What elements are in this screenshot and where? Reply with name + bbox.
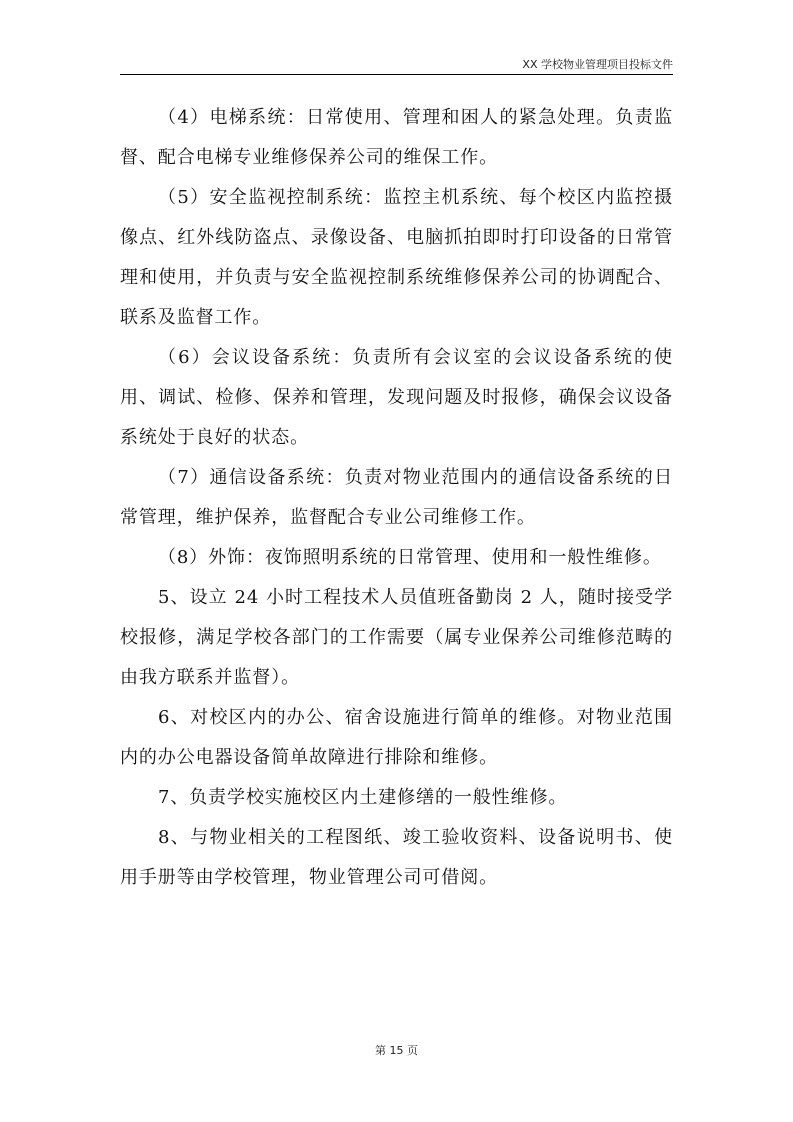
paragraph-elevator-system: （4）电梯系统：日常使用、管理和困人的紧急处理。负责监督、配合电梯专业维修保养公司的维保工作。 — [120, 107, 673, 168]
paragraph-communication-equipment: （7）通信设备系统：负责对物业范围内的通信设备系统的日常管理，维护保养，监督配合专业公司维修工作。 — [120, 467, 673, 528]
paragraph-facility-repair: 6、对校区内的办公、宿舍设施进行简单的维修。对物业范围内的办公电器设备简单故障进行排除和维修。 — [120, 707, 673, 768]
header-divider — [120, 74, 673, 75]
paragraph-civil-maintenance: 7、负责学校实施校区内土建修缮的一般性维修。 — [158, 787, 568, 808]
paragraph-duty-staff: 5、设立 24 小时工程技术人员值班备勤岗 2 人，随时接受学校报修，满足学校各部门的工作需要（属专业保养公司维修范畴的由我方联系并监督）。 — [120, 587, 673, 688]
paragraph-conference-equipment: （6）会议设备系统：负责所有会议室的会议设备系统的使用、调试、检修、保养和管理，发现问题及时报修，确保会议设备系统处于良好的状态。 — [120, 347, 673, 448]
document-header-title: XX 学校物业管理项目投标文件 — [522, 58, 673, 71]
paragraph-security-monitoring: （5）安全监视控制系统：监控主机系统、每个校区内监控摄像点、红外线防盗点、录像设备、电脑抓拍即时打印设备的日常管理和使用，并负责与安全监视控制系统维修保养公司的协调配合、联系及监督工作。 — [120, 187, 673, 328]
paragraph-exterior-lighting: （8）外饰：夜饰照明系统的日常管理、使用和一般性维修。 — [158, 547, 662, 568]
page-number: 第 15 页 — [375, 1044, 418, 1057]
paragraph-documents-management: 8、与物业相关的工程图纸、竣工验收资料、设备说明书、使用手册等由学校管理，物业管理公司可借阅。 — [120, 827, 673, 888]
document-body — [120, 98, 673, 898]
